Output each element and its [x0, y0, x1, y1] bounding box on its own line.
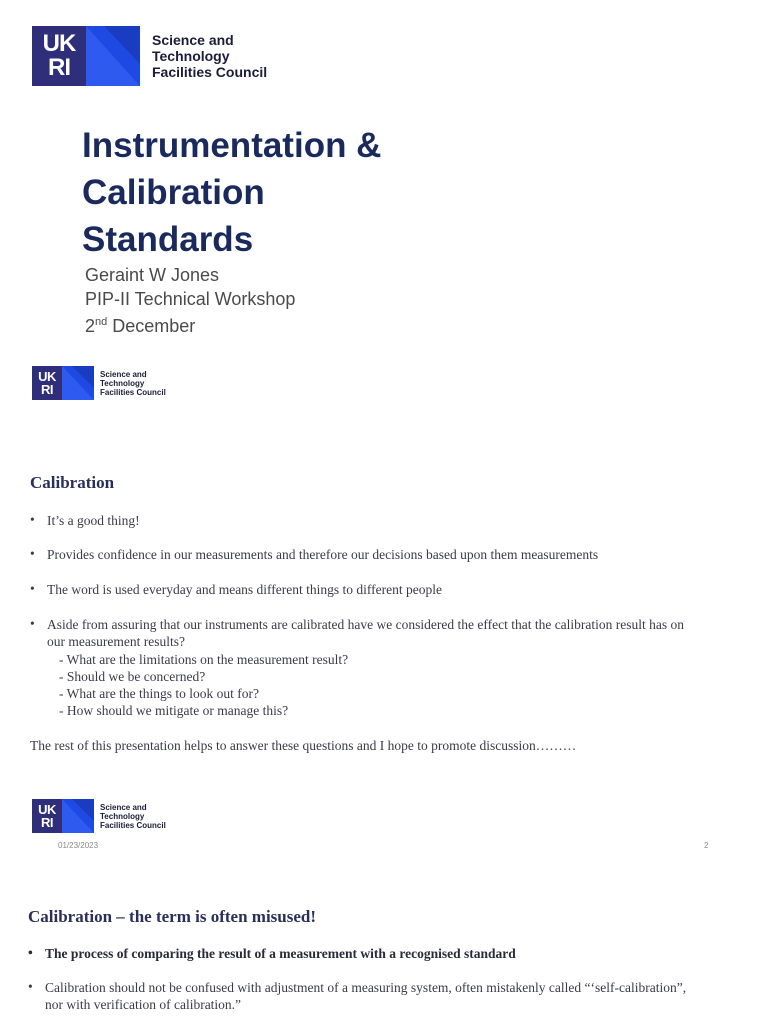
ukri-logo-large [32, 26, 267, 86]
ukri-mark [32, 799, 94, 833]
ukri-mark-bottom: RI [41, 382, 53, 397]
bullet-text: Calibration should not be confused with adjustment of a measuring system, often mistakenly called “‘self-calibration”, [45, 980, 687, 995]
ukri-mark-top: UK [38, 802, 56, 817]
title-line-3: Standards [82, 220, 254, 259]
ukri-arrow-icon [86, 26, 140, 86]
council-line-3: Facilities Council [100, 820, 166, 830]
bullet-text-continued: our measurement results? [47, 634, 185, 649]
author-name: Geraint W Jones [85, 265, 220, 285]
ukri-mark-top: UK [42, 30, 76, 57]
ukri-logo-small [32, 799, 166, 833]
presentation-date [85, 311, 295, 339]
ukri-mark-bottom: RI [41, 815, 53, 830]
sub-point: - What are the things to look out for? [59, 686, 259, 701]
slide-subtitle [85, 264, 295, 339]
title-line-1: Instrumentation & [82, 126, 382, 165]
bullet-dot-icon: • [30, 512, 35, 527]
bullet-dot-icon: • [28, 979, 33, 994]
sub-point: - How should we mitigate or manage this? [59, 703, 289, 718]
ukri-logo-small [32, 366, 166, 400]
event-name: PIP-II Technical Workshop [85, 288, 296, 309]
council-line-1: Science and [152, 32, 234, 48]
bullet-text: The word is used everyday and means different things to different people [47, 582, 443, 597]
ukri-mark-letters [32, 26, 86, 86]
title-line-2: Calibration [82, 173, 265, 212]
calibration-heading: Calibration [30, 473, 115, 492]
council-line-2: Technology [100, 811, 145, 821]
ukri-council-name [100, 370, 166, 397]
date-ordinal: nd [95, 316, 108, 328]
bullet-dot-icon: • [30, 546, 35, 561]
ukri-mark [32, 366, 94, 400]
sub-point: - Should we be concerned? [59, 669, 206, 684]
bullet-text-continued: nor with verification of calibration.” [45, 997, 242, 1012]
bullet-dot-icon: • [30, 616, 35, 631]
ukri-council-name [152, 32, 267, 80]
bullet-dot-icon: • [30, 581, 35, 596]
date-month: December [107, 316, 196, 336]
date-number: 2 [85, 316, 96, 336]
council-line-3: Facilities Council [152, 64, 268, 80]
ukri-arrow-icon [62, 366, 94, 400]
ukri-council-name [100, 803, 166, 830]
bullet-text: Aside from assuring that our instruments are calibrated have we considered the effect that the calibration result has on [47, 617, 685, 632]
council-line-2: Technology [100, 378, 145, 388]
bullet-text: It’s a good thing! [47, 513, 140, 528]
footer-date: 01/23/2023 [58, 841, 99, 850]
council-line-2: Technology [152, 48, 230, 64]
ukri-arrow-icon [62, 799, 94, 833]
bullet-dot-icon: • [28, 945, 33, 960]
bullet-text: Provides confidence in our measurements and therefore our decisions based upon them measurements [47, 547, 599, 562]
closing-statement: The rest of this presentation helps to answer these questions and I hope to promote discussion……… [30, 738, 577, 753]
slide-title [82, 122, 482, 263]
ukri-mark [32, 26, 140, 86]
council-line-1: Science and [100, 802, 147, 812]
ukri-mark-letters [32, 366, 62, 400]
council-line-3: Facilities Council [100, 387, 166, 397]
sub-point: - What are the limitations on the measurement result? [59, 652, 349, 667]
council-line-1: Science and [100, 369, 147, 379]
ukri-mark-letters [32, 799, 62, 833]
misused-heading: Calibration – the term is often misused! [28, 907, 317, 926]
ukri-mark-bottom: RI [48, 54, 70, 81]
ukri-mark-top: UK [38, 369, 56, 384]
bullet-text: The process of comparing the result of a measurement with a recognised standard [45, 946, 516, 961]
page-number: 2 [704, 841, 709, 850]
